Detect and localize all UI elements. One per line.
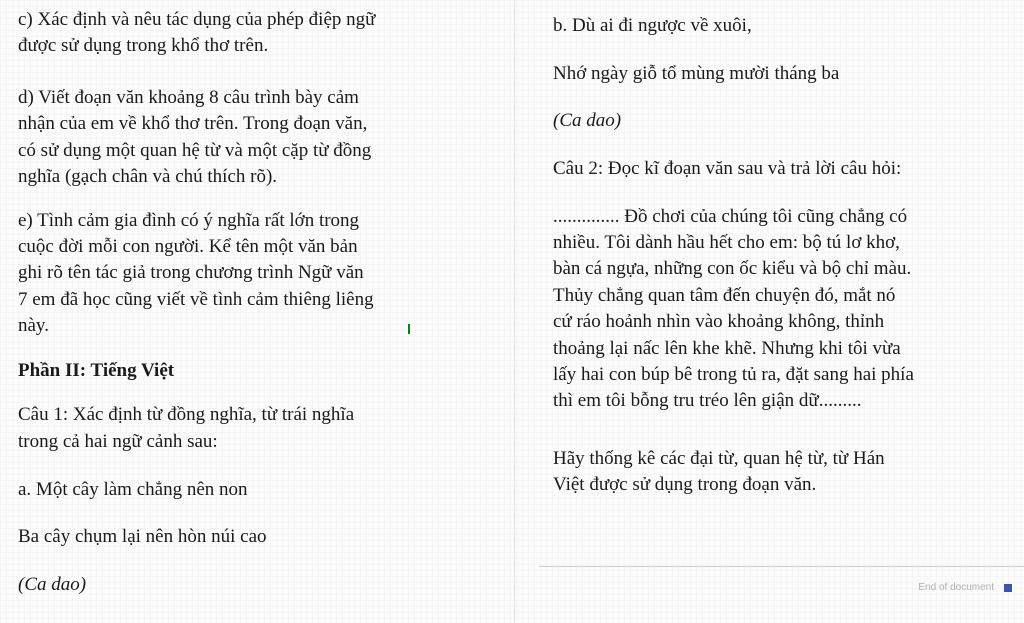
question-e-line-3: ghi rõ tên tác giả trong chương trình Ngữ văn [18, 262, 364, 283]
passage-line-7: lấy hai con búp bê trong tủ ra, đặt sang hai phía [553, 364, 914, 385]
end-of-document-label: End of document [918, 582, 994, 593]
question-c-line-2: được sử dụng trong khổ thơ trên. [18, 35, 269, 56]
end-marker-icon [1004, 584, 1012, 592]
passage-line-8: thì em tôi bỗng tru tréo lên giận dữ......... [553, 390, 862, 411]
question-e-line-4: 7 em đã học cũng viết về tình cảm thiêng liêng [18, 289, 374, 310]
question-e-line-1: e) Tình cảm gia đình có ý nghĩa rất lớn trong [18, 210, 360, 231]
question-1-line-1: Câu 1: Xác định từ đồng nghĩa, từ trái nghĩa [18, 404, 355, 425]
cursor-mark [408, 324, 410, 334]
question-d-line-3: có sử dụng một quan hệ từ và một cặp từ đồng [18, 140, 372, 161]
passage-line-1: .............. Đồ chơi của chúng tôi cũng chẳng có [553, 206, 908, 227]
example-b-line-1: b. Dù ai đi ngược về xuôi, [553, 15, 752, 36]
question-d-line-1: d) Viết đoạn văn khoảng 8 câu trình bày cảm [18, 87, 359, 108]
question-1-line-2: trong cả hai ngữ cảnh sau: [18, 431, 218, 452]
question-e-line-5: này. [18, 315, 49, 336]
example-a-source: (Ca dao) [18, 574, 87, 595]
column-divider [514, 0, 515, 623]
task-line-2: Việt được sử dụng trong đoạn văn. [553, 474, 817, 495]
passage-line-6: thoảng lại nấc lên khe khẽ. Nhưng khi tôi vừa [553, 338, 901, 359]
passage-line-2: nhiều. Tôi dành hầu hết cho em: bộ tú lơ khơ, [553, 232, 900, 253]
example-b-source: (Ca dao) [553, 110, 622, 131]
passage-line-4: Thủy chẳng quan tâm đến chuyện đó, mắt nó [553, 285, 896, 306]
task-line-1: Hãy thống kê các đại từ, quan hệ từ, từ Hán [553, 448, 885, 469]
example-a-line-1: a. Một cây làm chẳng nên non [18, 479, 248, 500]
question-e-line-2: cuộc đời mỗi con người. Kể tên một văn bản [18, 236, 358, 257]
passage-line-5: cứ ráo hoảnh nhìn vào khoảng không, thỉnh [553, 311, 885, 332]
passage-line-3: bàn cá ngựa, những con ốc kiểu và bộ chỉ màu. [553, 258, 912, 279]
part-ii-heading: Phần II: Tiếng Việt [18, 360, 175, 381]
example-b-line-2: Nhớ ngày giỗ tổ mùng mười tháng ba [553, 63, 840, 84]
end-rule [539, 566, 1024, 567]
example-a-line-2: Ba cây chụm lại nên hòn núi cao [18, 526, 267, 547]
question-2-heading: Câu 2: Đọc kĩ đoạn văn sau và trả lời câu hỏi: [553, 158, 902, 179]
question-d-line-4: nghĩa (gạch chân và chú thích rõ). [18, 166, 278, 187]
question-d-line-2: nhận của em về khổ thơ trên. Trong đoạn văn, [18, 113, 368, 134]
question-c-line-1: c) Xác định và nêu tác dụng của phép điệp ngữ [18, 9, 376, 30]
